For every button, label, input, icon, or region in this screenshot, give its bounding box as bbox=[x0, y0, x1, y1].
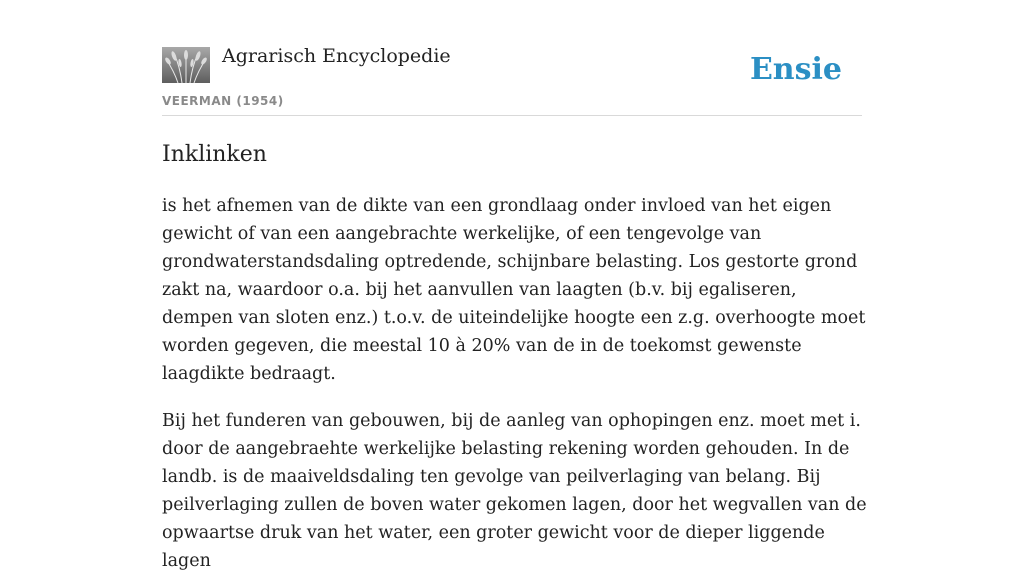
article-paragraph: Bij het funderen van gebouwen, bij de aanleg van ophopingen enz. moet met i. door de aangebraehte werkelijke belasting rekening worden gehouden. In de landb. is de maaiveldsdaling ten gevolge van peilverlaging van belang. Bij peilverlaging zullen de boven water gekomen lagen, door het wegvallen van de opwaartse druk van het water, een groter gewicht voor de dieper liggende lagen bbox=[162, 411, 867, 571]
header bbox=[162, 0, 862, 116]
article-title: Inklinken bbox=[162, 142, 267, 167]
article-paragraph: is het afnemen van de dikte van een grondlaag onder invloed van het eigen gewicht of van een aangebrachte werkelijke, of een tengevolge van grondwaterstandsdaling optredende, schijnbare belasting. Los gestorte grond zakt na, waardoor o.a. bij het aanvullen van laagten (b.v. bij egaliseren, dempen van sloten enz.) t.o.v. de uiteindelijke hoogte een z.g. overhoogte moet worden gegeven, die meestal 10 à 20% van de in de toekomst gewenste laagdikte bedraagt. bbox=[162, 196, 866, 384]
brand-logo[interactable]: Ensie bbox=[749, 52, 842, 87]
wheat-ears-engraving-icon[interactable] bbox=[162, 47, 210, 83]
page bbox=[162, 0, 867, 575]
book-title[interactable]: Agrarisch Encyclopedie bbox=[222, 45, 451, 67]
book-meta: VEERMAN (1954) bbox=[162, 94, 284, 108]
article-body bbox=[162, 192, 867, 575]
logo-graphic bbox=[162, 47, 210, 83]
